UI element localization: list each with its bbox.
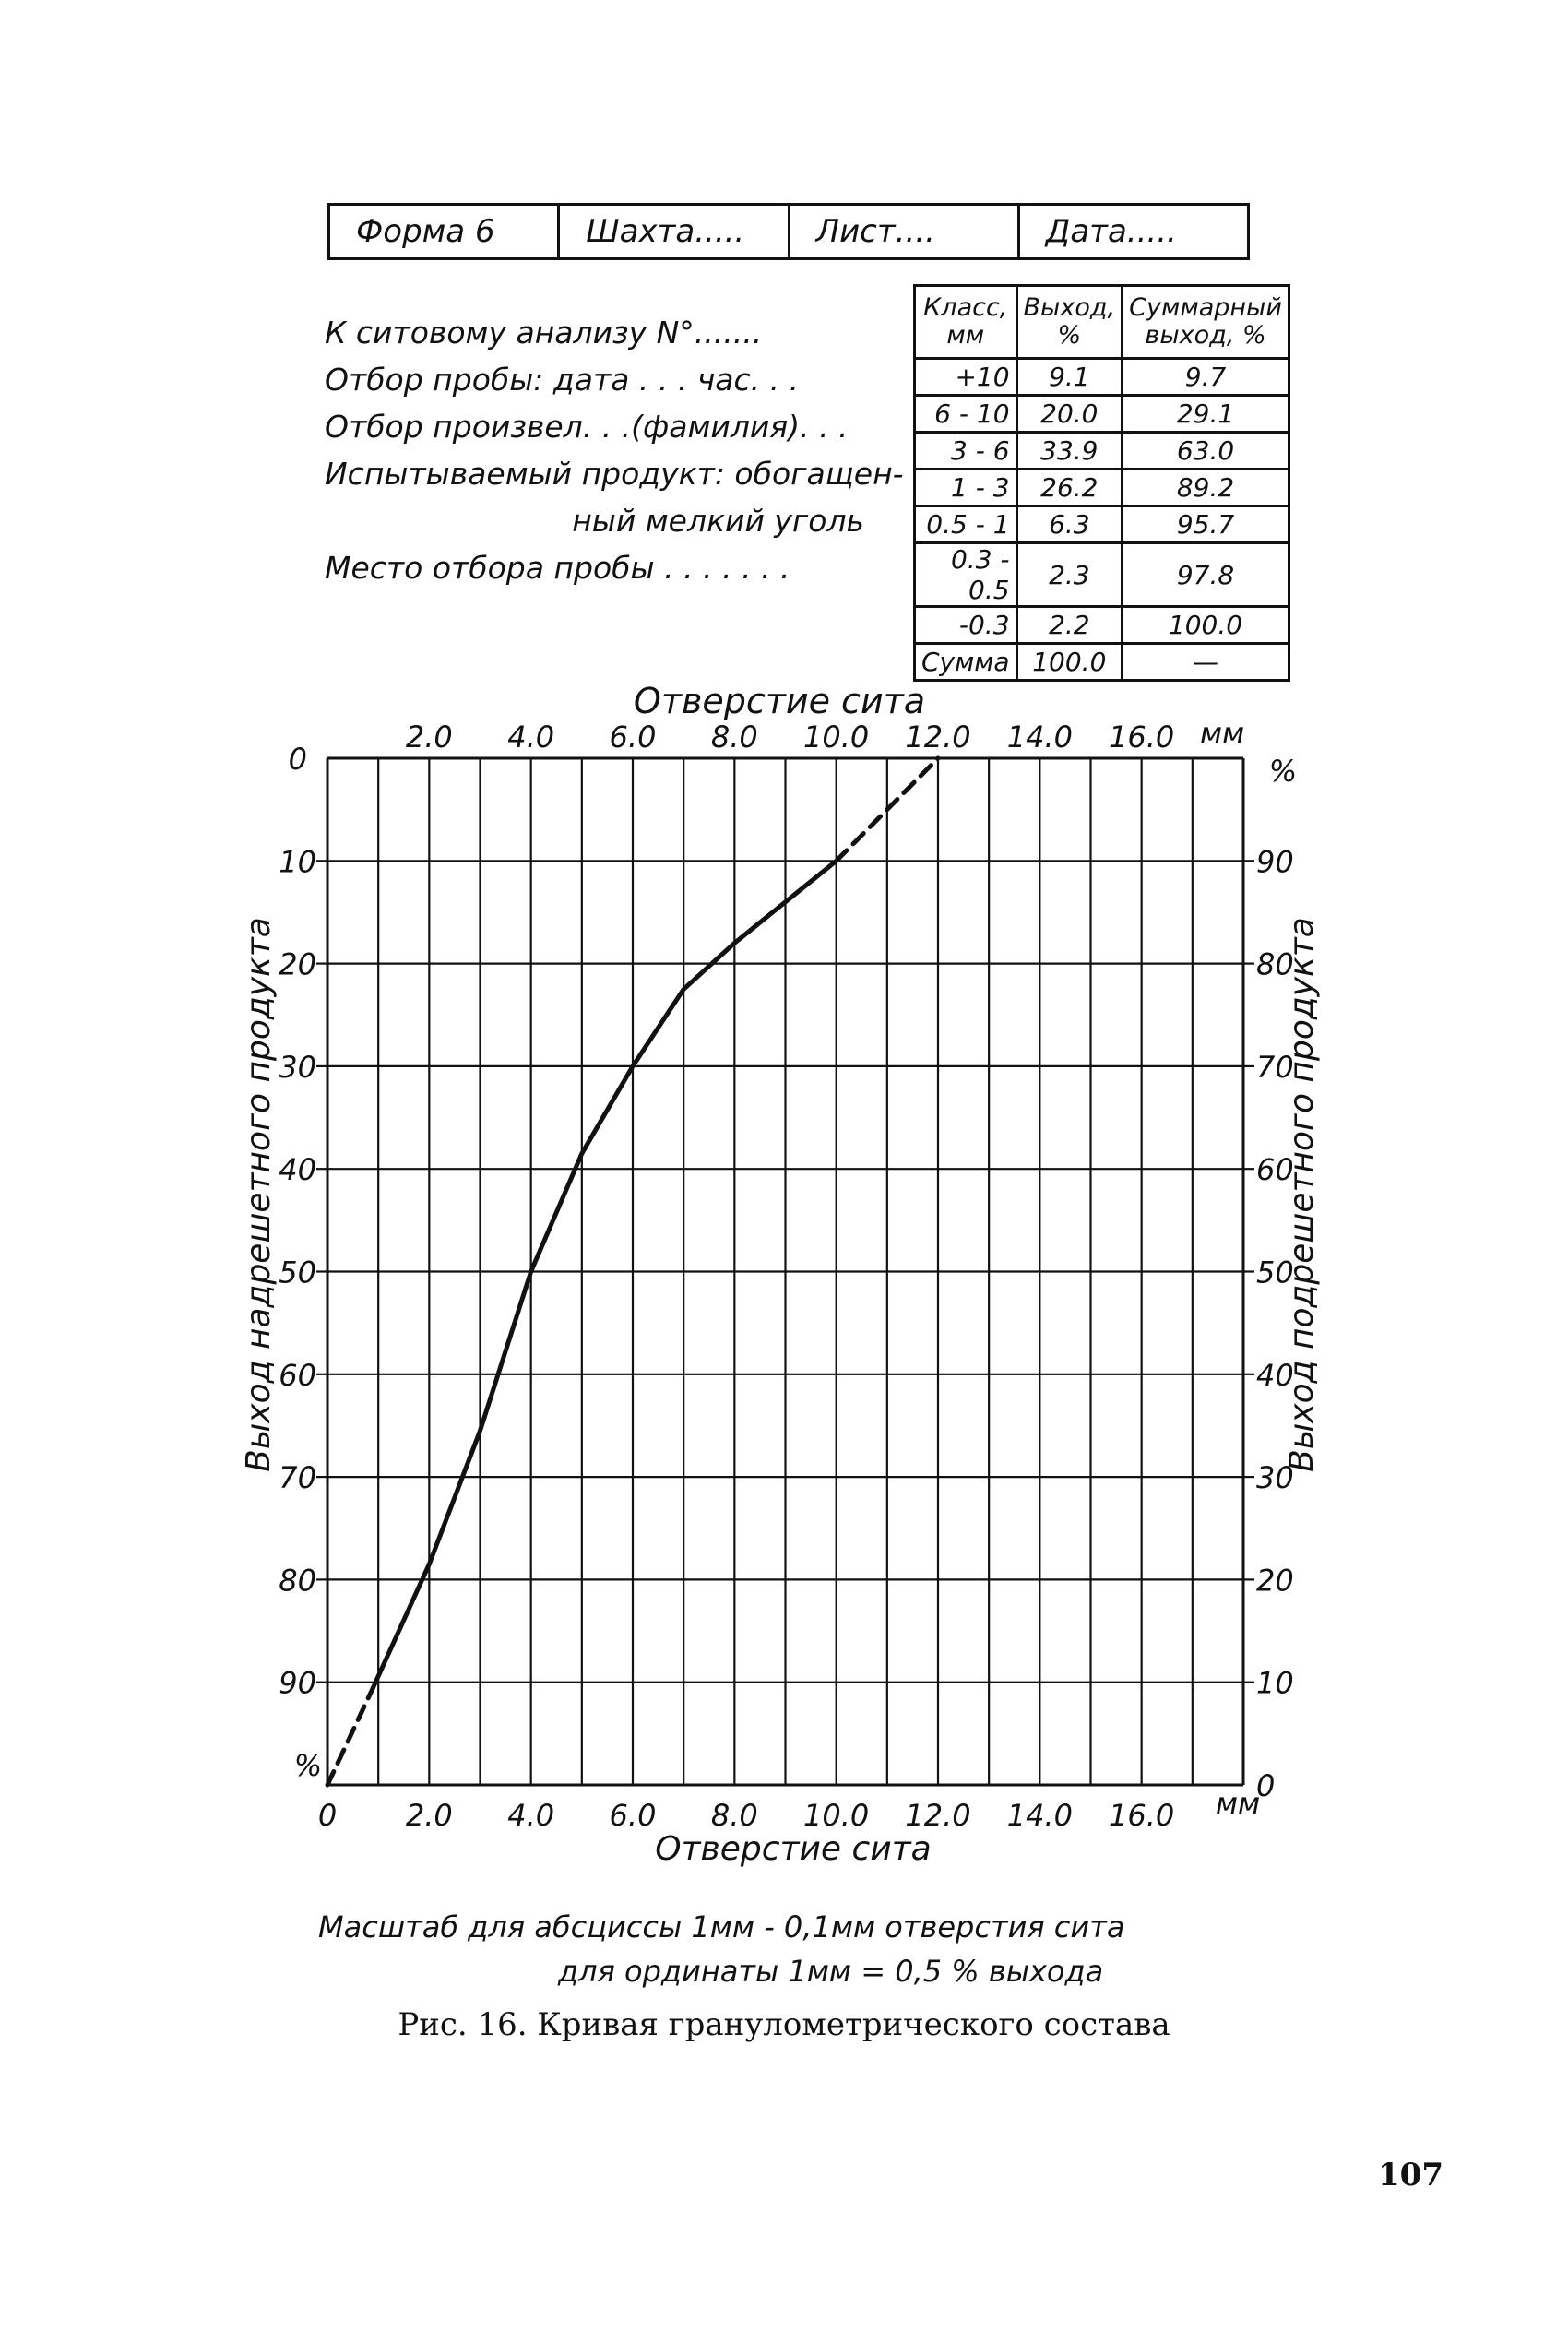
scale-note-line-2: для ординаты 1мм = 0,5 % выхода bbox=[558, 1954, 1104, 1989]
x-tick-label-top: 4.0 bbox=[507, 720, 555, 755]
cell-yield: 6.3 bbox=[1016, 506, 1123, 543]
y-tick-label-right: 90 bbox=[1256, 844, 1294, 880]
header-yield: Выход, % bbox=[1016, 286, 1123, 359]
info-line-sampled-by: Отбор произвел. . .(фамилия). . . bbox=[325, 409, 849, 445]
y-tick-label-right: 50 bbox=[1256, 1255, 1294, 1290]
x-tick-label-top: 6.0 bbox=[609, 720, 657, 755]
x-tick-label-bottom: 12.0 bbox=[905, 1798, 971, 1833]
cell-cumulative: 89.2 bbox=[1123, 470, 1289, 506]
cell-class: 1 - 3 bbox=[915, 470, 1017, 506]
y-tick-label-right: 40 bbox=[1256, 1357, 1294, 1393]
x-tick-label-top: 10.0 bbox=[803, 720, 870, 755]
cell-class: 0.5 - 1 bbox=[915, 506, 1017, 543]
y-tick-label-right: 60 bbox=[1256, 1152, 1294, 1188]
cell-yield: 2.2 bbox=[1016, 607, 1123, 644]
cell-class: 3 - 6 bbox=[915, 433, 1017, 470]
x-tick-label-bottom: 0 bbox=[317, 1798, 338, 1833]
scale-note bbox=[318, 1905, 1124, 1993]
cell-cumulative: 97.8 bbox=[1123, 543, 1289, 607]
cell-yield: 9.1 bbox=[1016, 359, 1123, 396]
x-tick-label-top: 12.0 bbox=[905, 720, 971, 755]
scale-note-line-1: Масштаб для абсциссы 1мм - 0,1мм отверстия сита bbox=[318, 1909, 1125, 1944]
info-line-analysis: К ситовому анализу N°....... bbox=[325, 315, 763, 351]
info-line-product-cont: ный мелкий уголь bbox=[572, 503, 864, 539]
bottom-axis-title: Отверстие сита bbox=[655, 1830, 932, 1868]
cell-cumulative: 100.0 bbox=[1123, 607, 1289, 644]
page-number: 107 bbox=[1378, 2157, 1443, 2194]
cell-class: Сумма bbox=[915, 644, 1017, 681]
figure-caption: Рис. 16. Кривая гранулометрического состава bbox=[398, 2006, 1170, 2043]
x-tick-label-bottom: 6.0 bbox=[609, 1798, 657, 1833]
x-tick-label-top: 8.0 bbox=[710, 720, 758, 755]
x-tick-label-bottom: 14.0 bbox=[1006, 1798, 1073, 1833]
cell-cumulative: — bbox=[1123, 644, 1289, 681]
y-tick-label-left: 50 bbox=[279, 1255, 316, 1290]
y-tick-label-right: 20 bbox=[1256, 1563, 1294, 1599]
cell-cumulative: 95.7 bbox=[1123, 506, 1289, 543]
sheet-field: Лист.... bbox=[790, 206, 1020, 257]
date-field: Дата..... bbox=[1045, 213, 1177, 250]
header-cumulative: Суммарный выход, % bbox=[1123, 286, 1289, 359]
x-tick-label-top: 16.0 bbox=[1109, 720, 1175, 755]
y-tick-label-left: 20 bbox=[279, 946, 316, 982]
y-tick-label-left: 0 bbox=[288, 742, 307, 777]
header-class: Класс, мм bbox=[915, 286, 1017, 359]
cell-yield: 2.3 bbox=[1016, 543, 1123, 607]
y-tick-label-left: 40 bbox=[279, 1152, 316, 1188]
y-tick-label-left: 30 bbox=[279, 1049, 316, 1085]
top-x-unit: мм bbox=[1199, 716, 1245, 751]
mine-field: Шахта..... bbox=[560, 206, 790, 257]
form-number: Форма 6 bbox=[330, 206, 560, 257]
y-tick-label-left: 90 bbox=[279, 1665, 316, 1701]
left-axis-title: Выход надрешетного продукта bbox=[240, 917, 278, 1472]
x-tick-label-bottom: 10.0 bbox=[803, 1798, 870, 1833]
info-line-sampling-date: Отбор пробы: дата . . . час. . . bbox=[325, 362, 800, 398]
cell-yield: 100.0 bbox=[1016, 644, 1123, 681]
x-tick-label-bottom: 8.0 bbox=[710, 1798, 758, 1833]
x-tick-label-bottom: 16.0 bbox=[1109, 1798, 1175, 1833]
y-tick-label-right: 80 bbox=[1256, 946, 1294, 982]
cell-class: 6 - 10 bbox=[915, 396, 1017, 433]
y-tick-label-right: 70 bbox=[1256, 1049, 1294, 1085]
y-tick-label-left: 60 bbox=[279, 1357, 316, 1393]
cell-cumulative: 29.1 bbox=[1123, 396, 1289, 433]
info-line-product: Испытываемый продукт: обогащен- bbox=[325, 456, 904, 492]
top-axis-title: Отверстие сита bbox=[633, 681, 926, 721]
y-tick-label-right: 0 bbox=[1256, 1768, 1276, 1803]
left-y-unit: % bbox=[293, 1748, 323, 1783]
right-axis-title: Выход подрешетного продукта bbox=[1283, 917, 1321, 1472]
x-tick-label-top: 2.0 bbox=[405, 720, 453, 755]
cell-yield: 33.9 bbox=[1016, 433, 1123, 470]
x-tick-label-bottom: 4.0 bbox=[507, 1798, 555, 1833]
cell-class: 0.3 - 0.5 bbox=[915, 543, 1017, 607]
cell-cumulative: 9.7 bbox=[1123, 359, 1289, 396]
x-tick-label-bottom: 2.0 bbox=[405, 1798, 453, 1833]
cell-cumulative: 63.0 bbox=[1123, 433, 1289, 470]
cell-yield: 20.0 bbox=[1016, 396, 1123, 433]
curve-dashed-extension bbox=[327, 1687, 374, 1785]
x-tick-label-top: 14.0 bbox=[1006, 720, 1073, 755]
y-tick-label-right: 30 bbox=[1256, 1460, 1294, 1496]
cell-class: -0.3 bbox=[915, 607, 1017, 644]
y-tick-label-left: 70 bbox=[279, 1460, 316, 1496]
y-tick-label-right: 10 bbox=[1256, 1665, 1294, 1701]
bottom-x-unit: мм bbox=[1215, 1786, 1261, 1821]
right-y-unit: % bbox=[1268, 754, 1298, 789]
y-tick-label-left: 10 bbox=[279, 844, 316, 880]
cell-yield: 26.2 bbox=[1016, 470, 1123, 506]
grid bbox=[316, 758, 1254, 1785]
info-line-location: Место отбора пробы . . . . . . . bbox=[325, 550, 790, 586]
granulometric-curve bbox=[374, 861, 837, 1687]
cell-class: +10 bbox=[915, 359, 1017, 396]
y-tick-label-left: 80 bbox=[279, 1563, 316, 1599]
